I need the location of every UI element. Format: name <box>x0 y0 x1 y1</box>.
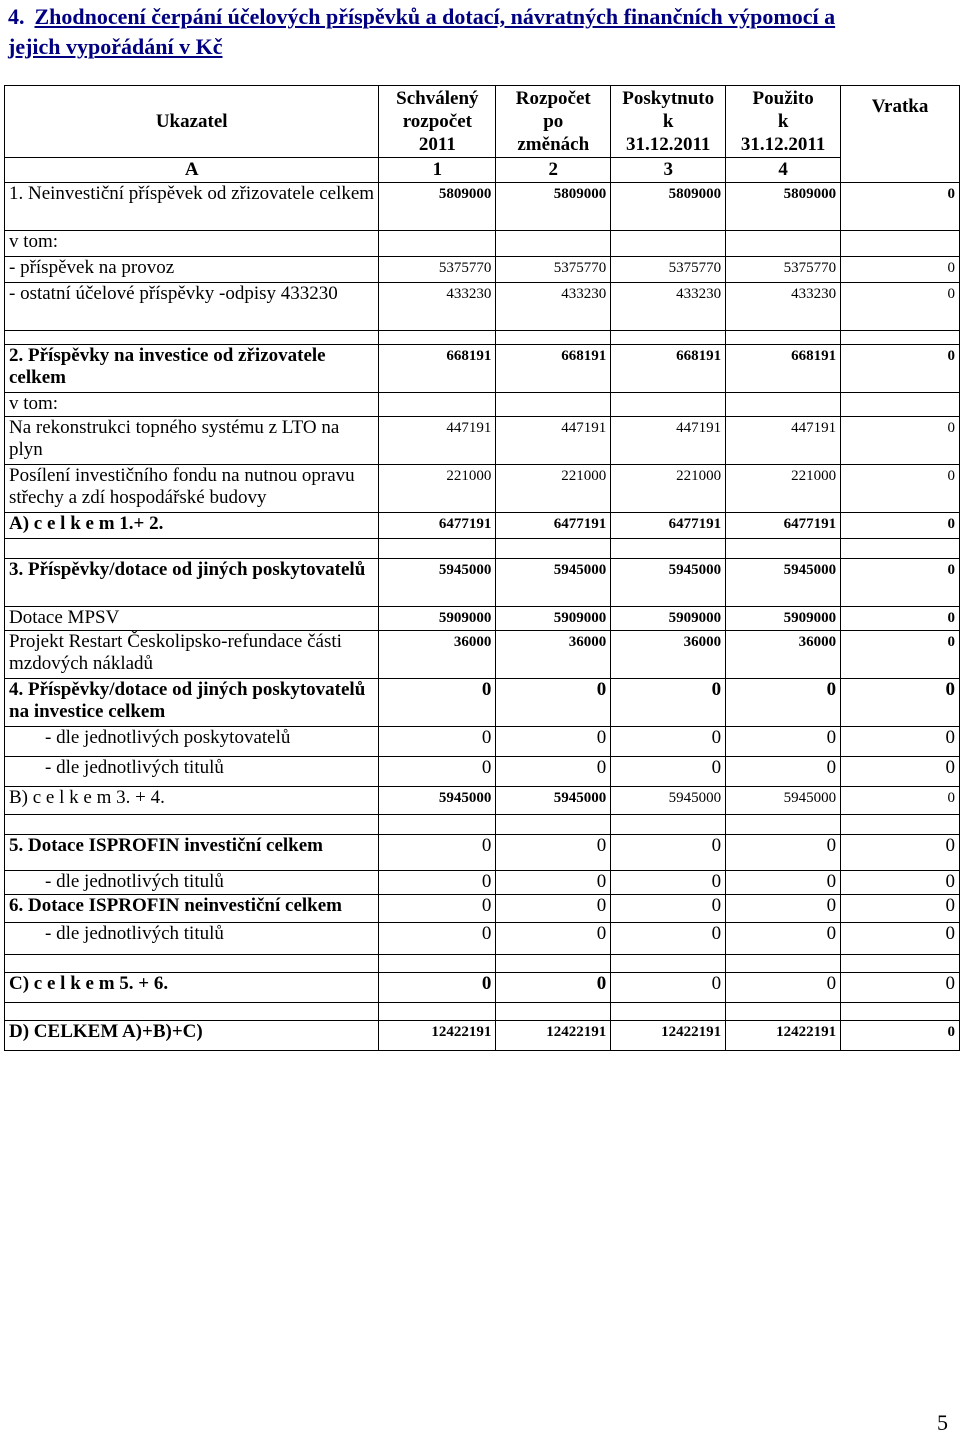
row-value: 5945000 <box>379 559 496 607</box>
row-value: 0 <box>726 923 841 955</box>
row-value: 0 <box>841 1021 960 1051</box>
row-value: 5809000 <box>496 183 611 231</box>
table-row <box>5 417 960 465</box>
row-value: 5909000 <box>726 607 841 631</box>
row-value: 0 <box>496 973 611 1003</box>
table-row <box>5 835 960 871</box>
row-value: 0 <box>611 871 726 895</box>
row-value: 5945000 <box>611 559 726 607</box>
row-value: 0 <box>496 757 611 787</box>
row-value: 433230 <box>496 283 611 331</box>
table-row <box>5 727 960 757</box>
section-title-line2: jejich vypořádání v Kč <box>8 34 223 59</box>
row-value: 0 <box>841 757 960 787</box>
row-value: 5809000 <box>611 183 726 231</box>
row-value: 0 <box>841 345 960 393</box>
row-value: 0 <box>496 871 611 895</box>
table-row <box>5 631 960 679</box>
table-row <box>5 923 960 955</box>
row-value: 5909000 <box>611 607 726 631</box>
row-label: D) CELKEM A)+B)+C) <box>5 1021 379 1051</box>
table-row <box>5 393 960 417</box>
row-value: 6477191 <box>496 513 611 539</box>
row-value: 0 <box>841 727 960 757</box>
row-value: 0 <box>841 787 960 815</box>
row-label: - dle jednotlivých titulů <box>5 871 379 895</box>
row-label: - dle jednotlivých titulů <box>5 757 379 787</box>
row-value: 6477191 <box>379 513 496 539</box>
row-value: 0 <box>841 417 960 465</box>
row-label: A) c e l k e m 1.+ 2. <box>5 513 379 539</box>
spacer-row <box>5 539 960 559</box>
page-number: 5 <box>937 1410 948 1435</box>
row-label: v tom: <box>5 231 379 257</box>
index-2: 2 <box>496 158 611 183</box>
row-value: 0 <box>496 895 611 923</box>
section-title-line1: Zhodnocení čerpání účelových příspěvků a dotací, návratných finančních výpomocí a <box>34 4 836 29</box>
row-value: 36000 <box>611 631 726 679</box>
table-row <box>5 895 960 923</box>
row-value: 36000 <box>379 631 496 679</box>
row-value: 221000 <box>496 465 611 513</box>
row-value: 0 <box>841 871 960 895</box>
row-value: 0 <box>496 679 611 727</box>
row-label: 1. Neinvestiční příspěvek od zřizovatele celkem <box>5 183 379 231</box>
index-3: 3 <box>611 158 726 183</box>
row-value: 0 <box>379 727 496 757</box>
row-value: 0 <box>841 835 960 871</box>
row-label: 2. Příspěvky na investice od zřizovatele celkem <box>5 345 379 393</box>
row-value: 5909000 <box>379 607 496 631</box>
row-value: 0 <box>611 835 726 871</box>
table-row <box>5 871 960 895</box>
row-value: 0 <box>841 513 960 539</box>
row-value: 0 <box>611 679 726 727</box>
spacer-row <box>5 955 960 973</box>
row-value: 668191 <box>496 345 611 393</box>
row-value: 0 <box>611 973 726 1003</box>
row-value: 5945000 <box>611 787 726 815</box>
row-value: 0 <box>726 835 841 871</box>
total-row <box>5 787 960 815</box>
row-value: 0 <box>841 465 960 513</box>
row-value: 0 <box>379 871 496 895</box>
row-value: 0 <box>726 973 841 1003</box>
row-value: 0 <box>379 923 496 955</box>
row-value: 0 <box>841 679 960 727</box>
row-value: 12422191 <box>496 1021 611 1051</box>
row-label: - příspěvek na provoz <box>5 257 379 283</box>
section-number: 4. <box>8 4 25 29</box>
row-value: 0 <box>496 923 611 955</box>
table-row <box>5 345 960 393</box>
section-heading <box>8 2 953 62</box>
row-value: 12422191 <box>611 1021 726 1051</box>
index-4: 4 <box>726 158 841 183</box>
table-row <box>5 257 960 283</box>
budget-table <box>4 85 960 1051</box>
row-value: 221000 <box>379 465 496 513</box>
row-label: - dle jednotlivých poskytovatelů <box>5 727 379 757</box>
row-value: 5945000 <box>726 559 841 607</box>
row-value: 5909000 <box>496 607 611 631</box>
row-value: 0 <box>496 727 611 757</box>
row-label: Na rekonstrukci topného systému z LTO na plyn <box>5 417 379 465</box>
row-label: Dotace MPSV <box>5 607 379 631</box>
table-row <box>5 283 960 331</box>
row-value: 447191 <box>496 417 611 465</box>
row-label: Projekt Restart Českolipsko-refundace části mzdových nákladů <box>5 631 379 679</box>
index-a: A <box>5 158 379 183</box>
total-row <box>5 973 960 1003</box>
row-value: 36000 <box>496 631 611 679</box>
row-label: C) c e l k e m 5. + 6. <box>5 973 379 1003</box>
row-value: 433230 <box>379 283 496 331</box>
row-value: 0 <box>611 895 726 923</box>
row-value: 0 <box>841 283 960 331</box>
row-value: 0 <box>841 183 960 231</box>
spacer-row <box>5 815 960 835</box>
row-value: 5945000 <box>496 559 611 607</box>
row-value: 0 <box>841 895 960 923</box>
row-value: 0 <box>726 679 841 727</box>
row-value: 0 <box>611 757 726 787</box>
row-value: 668191 <box>726 345 841 393</box>
row-value: 6477191 <box>726 513 841 539</box>
table-row <box>5 465 960 513</box>
row-value: 447191 <box>379 417 496 465</box>
spacer-row <box>5 331 960 345</box>
row-value: 5809000 <box>379 183 496 231</box>
table-row <box>5 757 960 787</box>
row-value: 0 <box>496 835 611 871</box>
row-value: 447191 <box>611 417 726 465</box>
table-row <box>5 559 960 607</box>
row-value: 0 <box>841 973 960 1003</box>
index-row <box>5 158 960 183</box>
row-value: 5375770 <box>611 257 726 283</box>
row-value: 0 <box>379 835 496 871</box>
table-row <box>5 183 960 231</box>
row-value: 36000 <box>726 631 841 679</box>
row-value: 12422191 <box>379 1021 496 1051</box>
row-value: 0 <box>726 871 841 895</box>
row-value: 0 <box>379 757 496 787</box>
header-provided: Poskytnuto k 31.12.2011 <box>611 86 726 158</box>
row-label: - dle jednotlivých titulů <box>5 923 379 955</box>
header-row <box>5 86 960 158</box>
index-1: 1 <box>379 158 496 183</box>
row-value: 221000 <box>611 465 726 513</box>
row-label: v tom: <box>5 393 379 417</box>
table-row <box>5 607 960 631</box>
row-value: 0 <box>841 607 960 631</box>
row-label: - ostatní účelové příspěvky -odpisy 433230 <box>5 283 379 331</box>
row-value: 0 <box>841 257 960 283</box>
table-row <box>5 231 960 257</box>
row-value: 5375770 <box>496 257 611 283</box>
row-label: Posílení investičního fondu na nutnou opravu střechy a zdí hospodářské budovy <box>5 465 379 513</box>
row-value: 0 <box>379 679 496 727</box>
spacer-row <box>5 1003 960 1021</box>
table-row <box>5 679 960 727</box>
row-value: 5945000 <box>726 787 841 815</box>
row-value: 0 <box>726 727 841 757</box>
row-value: 668191 <box>379 345 496 393</box>
row-label: B) c e l k e m 3. + 4. <box>5 787 379 815</box>
grand-total-row <box>5 1021 960 1051</box>
row-value: 12422191 <box>726 1021 841 1051</box>
header-used: Použito k 31.12.2011 <box>726 86 841 158</box>
total-row <box>5 513 960 539</box>
row-label: 5. Dotace ISPROFIN investiční celkem <box>5 835 379 871</box>
header-refund: Vratka <box>841 86 960 183</box>
row-value: 0 <box>841 559 960 607</box>
row-value: 221000 <box>726 465 841 513</box>
row-value: 0 <box>841 631 960 679</box>
row-value: 0 <box>611 923 726 955</box>
header-revised-budget: Rozpočet po změnách <box>496 86 611 158</box>
row-value: 5809000 <box>726 183 841 231</box>
row-value: 0 <box>726 757 841 787</box>
row-value: 5375770 <box>379 257 496 283</box>
row-label: 4. Příspěvky/dotace od jiných poskytovatelů na investice celkem <box>5 679 379 727</box>
row-value: 0 <box>379 973 496 1003</box>
header-approved-budget: Schválený rozpočet 2011 <box>379 86 496 158</box>
header-indicator: Ukazatel <box>5 86 379 158</box>
row-value: 433230 <box>611 283 726 331</box>
row-value: 0 <box>379 895 496 923</box>
row-value: 668191 <box>611 345 726 393</box>
row-label: 6. Dotace ISPROFIN neinvestiční celkem <box>5 895 379 923</box>
row-label: 3. Příspěvky/dotace od jiných poskytovatelů <box>5 559 379 607</box>
row-value: 433230 <box>726 283 841 331</box>
row-value: 0 <box>726 895 841 923</box>
row-value: 0 <box>611 727 726 757</box>
row-value: 447191 <box>726 417 841 465</box>
row-value: 0 <box>841 923 960 955</box>
row-value: 5945000 <box>379 787 496 815</box>
row-value: 6477191 <box>611 513 726 539</box>
row-value: 5945000 <box>496 787 611 815</box>
row-value: 5375770 <box>726 257 841 283</box>
